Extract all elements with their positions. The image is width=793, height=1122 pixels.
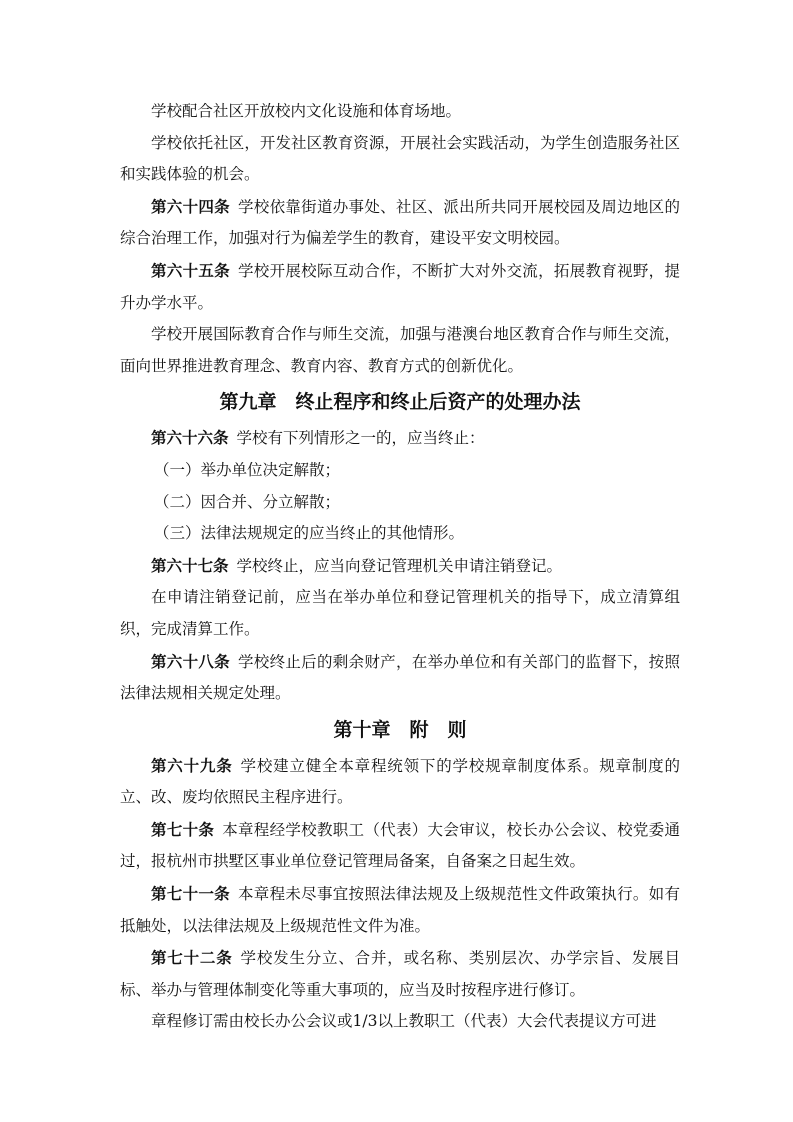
article-paragraph: 第七十条 本章程经学校教职工（代表）大会审议，校长办公会议、校党委通过，报杭州市拱墅区事业单位登记管理局备案，自备案之日起生效。 [120,819,680,871]
paragraph: 学校配合社区开放校内文化设施和体育场地。 [151,102,462,120]
article-paragraph: 第七十一条 本章程未尽事宜按照法律法规及上级规范性文件政策执行。如有抵触处，以法律法规及上级规范性文件为准。 [120,884,680,935]
article-paragraph: 第七十二条 学校发生分立、合并，或名称、类别层次、办学宗旨、发展目标、举办与管理体制变化等重大事项的，应当及时按程序进行修订。 [120,948,680,999]
chapter-heading: 第十章 附 则 [333,718,467,741]
chapter-heading: 第九章 终止程序和终止后资产的处理办法 [219,391,581,414]
list-item: （三）法律法规规定的应当终止的其他情形。 [154,524,465,543]
paragraph: 在申请注销登记前，应当在举办单位和登记管理机关的指导下，成立清算组织，完成清算工作。 [120,588,680,638]
paragraph: 学校依托社区，开发社区教育资源，开展社会实践活动，为学生创造服务社区和实践体验的机会。 [120,133,680,184]
paragraph: 章程修订需由校长办公会议或1/3以上教职工（代表）大会代表提议方可进 [151,1012,657,1031]
list-item: （二）因合并、分立解散； [154,492,341,511]
article-number: 第六十五条 [151,260,230,280]
article-paragraph: 第六十四条 学校依靠街道办事处、社区、派出所共同开展校园及周边地区的综合治理工作，加强对行为偏差学生的教育，建设平安文明校园。 [120,196,680,248]
article-paragraph: 第六十七条 学校终止，应当向登记管理机关申请注销登记。 [151,555,563,575]
article-paragraph: 第六十八条 学校终止后的剩余财产，在举办单位和有关部门的监督下，按照法律法规相关规定处理。 [120,651,680,703]
article-paragraph: 第六十九条 学校建立健全本章程统领下的学校规章制度体系。规章制度的立、改、废均依照民主程序进行。 [120,755,680,807]
article-number: 第七十一条 [151,884,230,904]
article-number: 第七十二条 [151,948,233,968]
article-number: 第七十条 [151,819,215,839]
list-item: （一）举办单位决定解散； [154,460,341,479]
document-body [120,96,680,1038]
article-number: 第六十九条 [151,755,233,775]
article-number: 第六十七条 [151,555,229,575]
article-paragraph: 第六十六条 学校有下列情形之一的，应当终止： [151,428,485,448]
article-number: 第六十四条 [151,196,230,216]
article-paragraph: 第六十五条 学校开展校际互动合作，不断扩大对外交流，拓展教育视野，提升办学水平。 [120,260,680,312]
article-number: 第六十八条 [151,651,230,671]
article-number: 第六十六条 [151,428,229,448]
paragraph: 学校开展国际教育合作与师生交流，加强与港澳台地区教育合作与师生交流，面向世界推进教育理念、教育内容、教育方式的创新优化。 [120,325,680,375]
